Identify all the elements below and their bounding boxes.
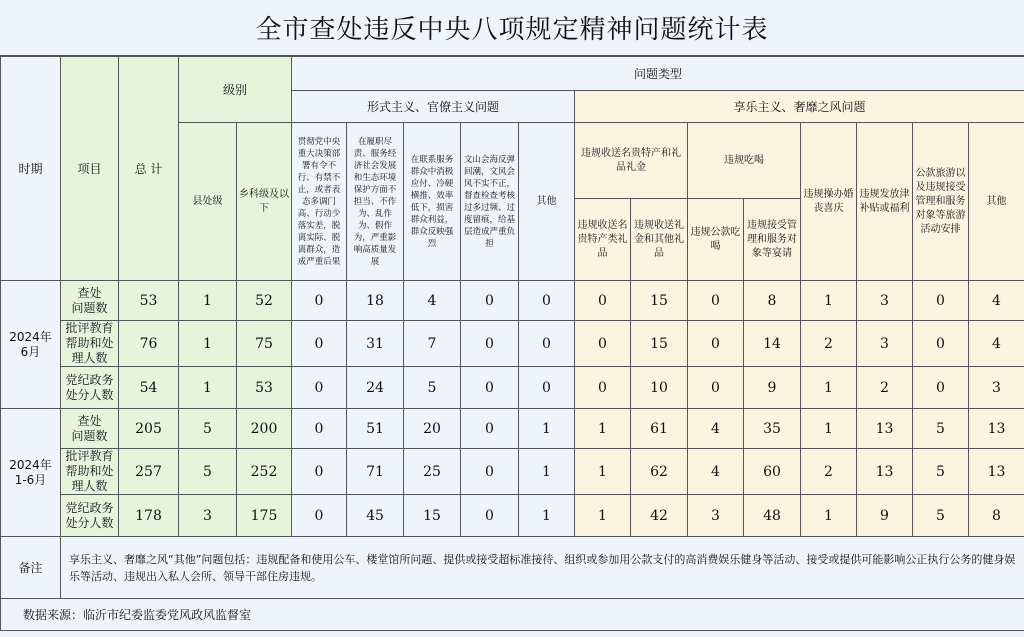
value-cell: 0 bbox=[519, 281, 575, 321]
value-cell: 0 bbox=[575, 321, 631, 367]
value-cell: 3 bbox=[969, 367, 1024, 409]
value-cell: 53 bbox=[119, 281, 179, 321]
value-cell: 0 bbox=[292, 367, 347, 409]
value-cell: 0 bbox=[575, 367, 631, 409]
value-cell: 0 bbox=[913, 367, 969, 409]
value-cell: 0 bbox=[461, 495, 519, 537]
value-cell: 31 bbox=[347, 321, 404, 367]
value-cell: 15 bbox=[404, 495, 461, 537]
value-cell: 1 bbox=[801, 495, 857, 537]
value-cell: 9 bbox=[857, 495, 913, 537]
table-row bbox=[1, 495, 1024, 537]
value-cell: 4 bbox=[688, 409, 744, 449]
value-cell: 71 bbox=[347, 449, 404, 495]
header-eat-1: 违规公款吃喝 bbox=[688, 199, 744, 281]
value-cell: 20 bbox=[404, 409, 461, 449]
value-cell: 205 bbox=[119, 409, 179, 449]
value-cell: 0 bbox=[913, 281, 969, 321]
period-cell: 2024年 6月 bbox=[1, 281, 61, 409]
value-cell: 1 bbox=[575, 495, 631, 537]
value-cell: 3 bbox=[179, 495, 237, 537]
value-cell: 1 bbox=[179, 281, 237, 321]
period-cell: 2024年 1-6月 bbox=[1, 409, 61, 537]
value-cell: 15 bbox=[631, 281, 688, 321]
header-problem-type: 问题类型 bbox=[292, 57, 1024, 91]
value-cell: 61 bbox=[631, 409, 688, 449]
header-level: 级别 bbox=[179, 57, 292, 123]
value-cell: 1 bbox=[519, 495, 575, 537]
value-cell: 25 bbox=[404, 449, 461, 495]
header-gift-group: 违规收送名贵特产和礼品礼金 bbox=[575, 123, 688, 199]
data-source: 数据来源：临沂市纪委监委党风政风监督室 bbox=[1, 599, 1024, 631]
stats-table bbox=[0, 56, 1024, 631]
table-row bbox=[1, 409, 1024, 449]
value-cell: 0 bbox=[461, 321, 519, 367]
value-cell: 0 bbox=[461, 367, 519, 409]
value-cell: 4 bbox=[688, 449, 744, 495]
header-eat-group: 违规吃喝 bbox=[688, 123, 801, 199]
table-row bbox=[1, 449, 1024, 495]
value-cell: 0 bbox=[519, 321, 575, 367]
item-cell: 党纪政务 处分人数 bbox=[61, 367, 119, 409]
value-cell: 5 bbox=[404, 367, 461, 409]
header-wedding: 违规操办婚丧喜庆 bbox=[801, 123, 857, 281]
value-cell: 0 bbox=[688, 367, 744, 409]
value-cell: 0 bbox=[292, 495, 347, 537]
value-cell: 7 bbox=[404, 321, 461, 367]
value-cell: 1 bbox=[179, 367, 237, 409]
value-cell: 52 bbox=[237, 281, 292, 321]
value-cell: 0 bbox=[292, 409, 347, 449]
value-cell: 15 bbox=[631, 321, 688, 367]
value-cell: 24 bbox=[347, 367, 404, 409]
value-cell: 1 bbox=[575, 409, 631, 449]
value-cell: 3 bbox=[688, 495, 744, 537]
value-cell: 4 bbox=[404, 281, 461, 321]
page-title: 全市查处违反中央八项规定精神问题统计表 bbox=[0, 0, 1024, 56]
value-cell: 5 bbox=[913, 495, 969, 537]
value-cell: 1 bbox=[801, 367, 857, 409]
value-cell: 60 bbox=[744, 449, 801, 495]
value-cell: 8 bbox=[744, 281, 801, 321]
value-cell: 5 bbox=[913, 449, 969, 495]
value-cell: 0 bbox=[688, 321, 744, 367]
value-cell: 175 bbox=[237, 495, 292, 537]
table-row bbox=[1, 281, 1024, 321]
value-cell: 0 bbox=[913, 321, 969, 367]
header-period: 时期 bbox=[1, 57, 61, 281]
header-formalism-1: 贯彻党中央重大决策部署有令不行、有禁不止，或者表态多调门高、行动少落实差，脱离实际、脱离群众，造成严重后果 bbox=[292, 123, 347, 281]
value-cell: 1 bbox=[519, 449, 575, 495]
value-cell: 75 bbox=[237, 321, 292, 367]
value-cell: 48 bbox=[744, 495, 801, 537]
value-cell: 0 bbox=[292, 449, 347, 495]
value-cell: 252 bbox=[237, 449, 292, 495]
item-cell: 查处 问题数 bbox=[61, 409, 119, 449]
table-row bbox=[1, 321, 1024, 367]
value-cell: 257 bbox=[119, 449, 179, 495]
header-item: 项目 bbox=[61, 57, 119, 281]
note-label: 备注 bbox=[1, 537, 61, 599]
value-cell: 1 bbox=[801, 409, 857, 449]
header-county: 县处级 bbox=[179, 123, 237, 281]
header-travel: 公款旅游以及违规接受管理和服务对象等旅游活动安排 bbox=[913, 123, 969, 281]
value-cell: 5 bbox=[913, 409, 969, 449]
header-township: 乡科级及以下 bbox=[237, 123, 292, 281]
value-cell: 13 bbox=[857, 409, 913, 449]
value-cell: 76 bbox=[119, 321, 179, 367]
header-formalism-2: 在履职尽责、服务经济社会发展和生态环境保护方面不担当、不作为、乱作为、假作为，严重影响高质量发展 bbox=[347, 123, 404, 281]
item-cell: 党纪政务 处分人数 bbox=[61, 495, 119, 537]
value-cell: 54 bbox=[119, 367, 179, 409]
header-eat-2: 违规接受管理和服务对象等宴请 bbox=[744, 199, 801, 281]
value-cell: 0 bbox=[575, 281, 631, 321]
header-gift-2: 违规收送礼金和其他礼品 bbox=[631, 199, 688, 281]
value-cell: 5 bbox=[179, 449, 237, 495]
value-cell: 2 bbox=[801, 321, 857, 367]
value-cell: 0 bbox=[461, 449, 519, 495]
value-cell: 42 bbox=[631, 495, 688, 537]
value-cell: 53 bbox=[237, 367, 292, 409]
value-cell: 9 bbox=[744, 367, 801, 409]
value-cell: 178 bbox=[119, 495, 179, 537]
value-cell: 13 bbox=[857, 449, 913, 495]
value-cell: 62 bbox=[631, 449, 688, 495]
value-cell: 4 bbox=[969, 321, 1024, 367]
value-cell: 0 bbox=[461, 409, 519, 449]
header-total: 总 计 bbox=[119, 57, 179, 281]
value-cell: 0 bbox=[292, 321, 347, 367]
item-cell: 查处 问题数 bbox=[61, 281, 119, 321]
header-hedonism: 享乐主义、奢靡之风问题 bbox=[575, 91, 1024, 123]
value-cell: 8 bbox=[969, 495, 1024, 537]
value-cell: 200 bbox=[237, 409, 292, 449]
value-cell: 0 bbox=[292, 281, 347, 321]
value-cell: 13 bbox=[969, 449, 1024, 495]
value-cell: 10 bbox=[631, 367, 688, 409]
value-cell: 3 bbox=[857, 281, 913, 321]
value-cell: 0 bbox=[688, 281, 744, 321]
table-row bbox=[1, 367, 1024, 409]
value-cell: 1 bbox=[179, 321, 237, 367]
value-cell: 1 bbox=[519, 409, 575, 449]
item-cell: 批评教育 帮助和处 理人数 bbox=[61, 449, 119, 495]
item-cell: 批评教育 帮助和处 理人数 bbox=[61, 321, 119, 367]
value-cell: 2 bbox=[801, 449, 857, 495]
value-cell: 14 bbox=[744, 321, 801, 367]
value-cell: 35 bbox=[744, 409, 801, 449]
value-cell: 1 bbox=[801, 281, 857, 321]
header-hedonism-other: 其他 bbox=[969, 123, 1024, 281]
header-formalism-other: 其他 bbox=[519, 123, 575, 281]
value-cell: 18 bbox=[347, 281, 404, 321]
header-allowance: 违规发放津补贴或福利 bbox=[857, 123, 913, 281]
value-cell: 45 bbox=[347, 495, 404, 537]
value-cell: 1 bbox=[575, 449, 631, 495]
value-cell: 0 bbox=[461, 281, 519, 321]
value-cell: 0 bbox=[519, 367, 575, 409]
value-cell: 3 bbox=[857, 321, 913, 367]
value-cell: 2 bbox=[857, 367, 913, 409]
header-formalism-3: 在联系服务群众中消极应付、冷硬横推、效率低下，损害群众利益，群众反映强烈 bbox=[404, 123, 461, 281]
value-cell: 51 bbox=[347, 409, 404, 449]
header-gift-1: 违规收送名贵特产类礼品 bbox=[575, 199, 631, 281]
header-formalism: 形式主义、官僚主义问题 bbox=[292, 91, 575, 123]
value-cell: 5 bbox=[179, 409, 237, 449]
header-formalism-4: 文山会海反弹回潮，文风会风不实不正，督查检查考核过多过频、过度留痕，给基层造成严重负担 bbox=[461, 123, 519, 281]
value-cell: 4 bbox=[969, 281, 1024, 321]
value-cell: 13 bbox=[969, 409, 1024, 449]
note-text: 享乐主义、奢靡之风“其他”问题包括：违规配备和使用公车、楼堂馆所问题、提供或接受超标准接待、组织或参加用公款支付的高消费娱乐健身等活动、接受或提供可能影响公正执行公务的健身娱乐等活动、违规出入私人会所、领导干部住房违规。 bbox=[61, 537, 1024, 599]
